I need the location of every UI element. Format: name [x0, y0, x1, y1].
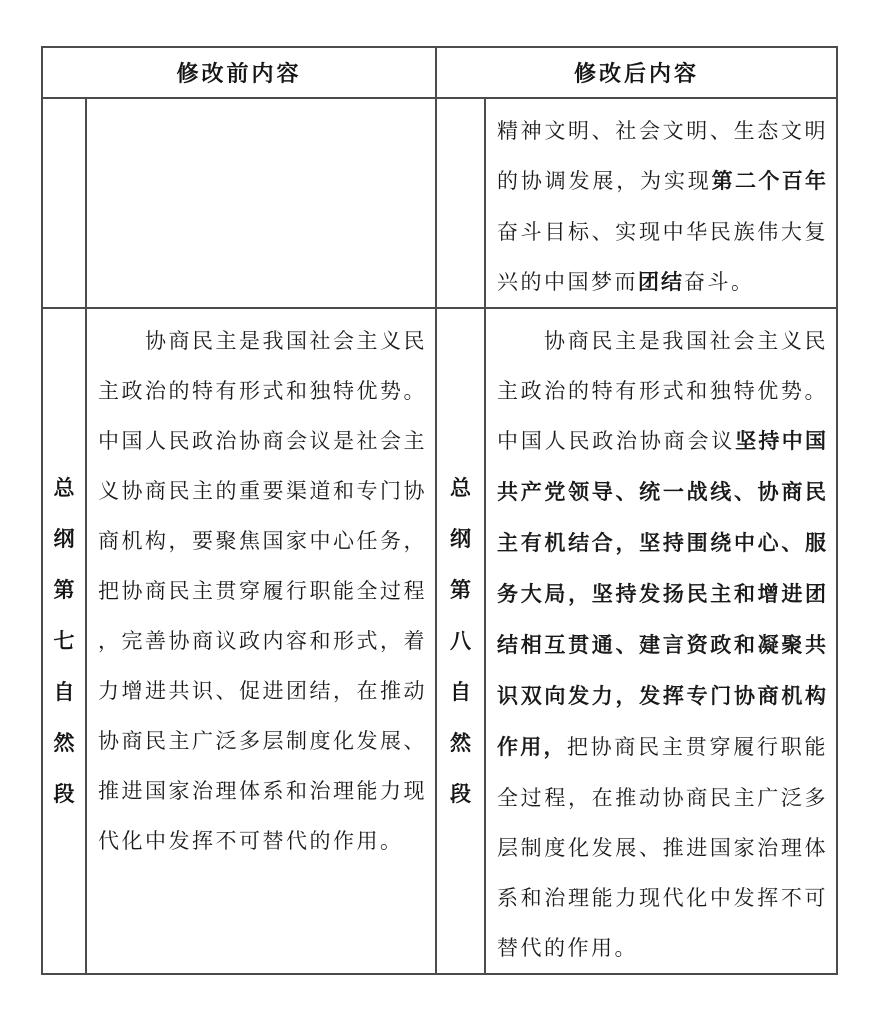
row2-after-label-cell	[436, 308, 485, 974]
row1-before-text-cell	[86, 98, 436, 308]
header-before-revision: 修改前内容	[42, 47, 436, 98]
header-after-revision: 修改后内容	[436, 47, 837, 98]
after-text-paragraph: 协商民主是我国社会主义民主政治的特有形式和独特优势。中国人民政治协商会议坚持中国共产党领导、统一战线、协商民主有机结合，坚持围绕中心、服务大局，坚持发扬民主和增进团结相互贯通、建言资政和凝聚共识双向发力，发挥专门协商机构作用，把协商民主贯穿履行职能全过程，在推动协商民主广泛多层制度化发展、推进国家治理体系和治理能力现代化中发挥不可替代的作用。	[497, 329, 829, 960]
table-header-row	[42, 47, 837, 98]
row2-before-label-cell	[42, 308, 86, 974]
section-label-before: 总纲第七自然段	[53, 475, 75, 806]
after-text-paragraph: 精神文明、社会文明、生态文明的协调发展，为实现第二个百年奋斗目标、实现中华民族伟大复兴的中国梦而团结奋斗。	[497, 119, 829, 294]
row2-before-text-cell	[86, 308, 436, 974]
row1-after-text-cell	[485, 98, 837, 308]
before-text-paragraph: 协商民主是我国社会主义民主政治的特有形式和独特优势。中国人民政治协商会议是社会主义协商民主的重要渠道和专门协商机构，要聚焦国家中心任务，把协商民主贯穿履行职能全过程，完善协商议政内容和形式，着力增进共识、促进团结，在推动协商民主广泛多层制度化发展、推进国家治理体系和治理能力现代化中发挥不可替代的作用。	[98, 329, 428, 853]
table-row	[42, 308, 837, 974]
row2-after-text-cell	[485, 308, 837, 974]
section-label-after: 总纲第八自然段	[450, 475, 471, 806]
table-row	[42, 98, 837, 308]
row1-before-label-cell	[42, 98, 86, 308]
revision-comparison-table	[41, 46, 838, 975]
row1-after-label-cell	[436, 98, 485, 308]
